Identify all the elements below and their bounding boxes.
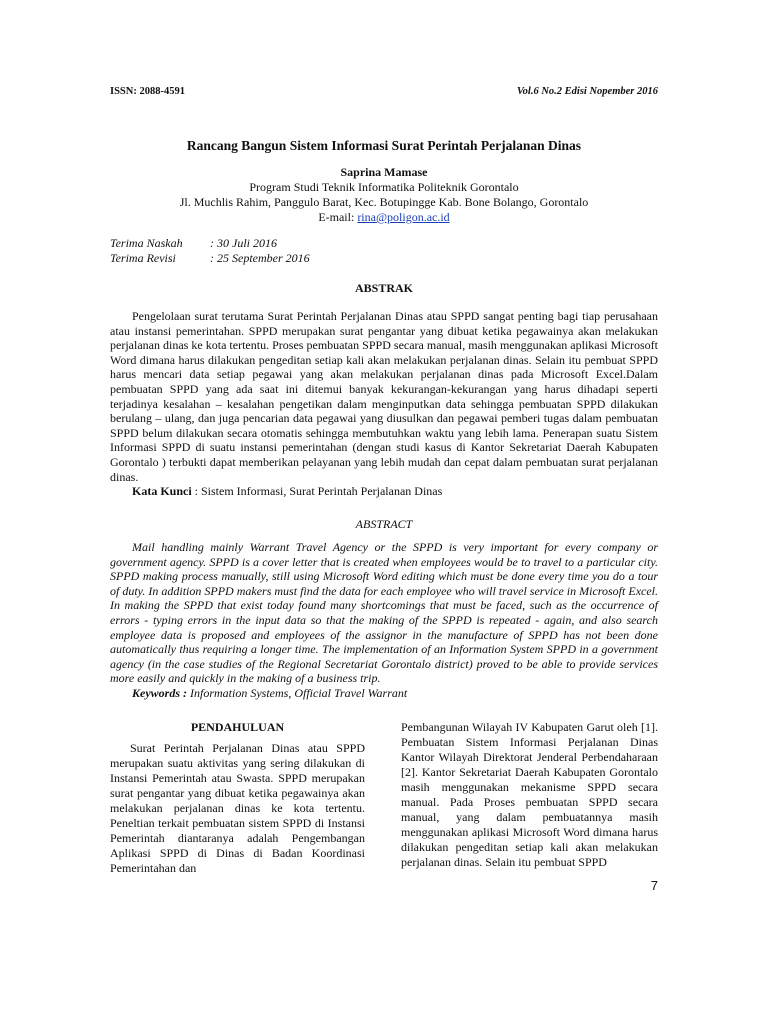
intro-left-text: Surat Perintah Perjalanan Dinas atau SPPD merupakan suatu aktivitas yang sering dilakukan di Instansi Pemerintah atau Swasta. SPPD merupakan surat pengantar yang dibuat ketika pegawainya akan melakukan perjalanan dinas ke kota tertentu. Peneltian terkait pembuatan sistem SPPD di Instansi Pemerintah diantaranya adalah Pengembangan Aplikasi SPPD di Dinas di Badan Koordinasi Pemerintahan dan	[110, 741, 365, 875]
revised-value: : 25 September 2016	[210, 251, 310, 265]
abstrak-section	[110, 309, 658, 499]
intro-left-column	[110, 720, 365, 876]
abstract-heading: ABSTRACT	[355, 517, 413, 531]
abstract-section	[110, 540, 658, 701]
abstrak-keywords-text: : Sistem Informasi, Surat Perintah Perjalanan Dinas	[191, 484, 443, 499]
author-department: Program Studi Teknik Informatika Politeknik Gorontalo	[249, 180, 519, 194]
received-label: Terima Naskah	[110, 236, 183, 250]
abstrak-keywords	[110, 484, 658, 499]
intro-right-text: Pembangunan Wilayah IV Kabupaten Garut oleh [1]. Pembuatan Sistem Informasi Perjalanan Dinas Kantor Wilayah Direktorat Jenderal Perbendaharaan [2]. Kantor Sekretariat Daerah Kabupaten Gorontalo masih menggunakan mekanisme SPPD secara manual. Pada Proses pembuatan SPPD secara manual, yang dalam pembuatannya masih menggunakan aplikasi Microsoft Word dimana harus dilakukan pengeditan setiap kali akan melakukan perjalanan dinas. Selain itu pembuat SPPD	[401, 720, 658, 869]
abstract-keywords-text: Information Systems, Official Travel Warrant	[187, 685, 408, 700]
revised-date-row	[110, 251, 310, 266]
intro-right-column	[401, 720, 658, 870]
author-address: Jl. Muchlis Rahim, Panggulo Barat, Kec. Botupingge Kab. Bone Bolango, Gorontalo	[179, 195, 589, 209]
received-value: : 30 Juli 2016	[210, 236, 277, 250]
abstrak-body: Pengelolaan surat terutama Surat Perintah Perjalanan Dinas atau SPPD sangat penting bagi tiap perusahaan atau instansi pemerintahan. SPPD merupakan surat pengantar yang dibuat ketika pegawainya akan melakukan perjalanan dinas ke kota tertentu. Proses pembuatan SPPD secara manual, masih menggunakan aplikasi Microsoft Word dimana harus dilakukan pengeditan setiap kali akan melakukan perjalanan dinas. Selain itu pembuat SPPD harus mencari data setiap pegawai yang akan melakukan perjalanan dinas pada Microsoft Excel.Dalam pembuatan SPPD yang ada saat ini ditemui banyak kekurangan-kekurangan yang harus dihadapi seperti terjadinya kesalahan – kesalahan pengetikan dalam menginputkan data sehingga pembuatan SPPD dilakukan berulang – ulang, dan juga pencarian data pegawai yang diusulkan dan pegawai pemberi tugas dalam pembuatan SPPD belum dilakukan secara otomatis sehingga membutuhkan waktu yang lebih lama. Penerapan suatu Sistem Informasi SPPD di suatu instansi pemerintahan (dengan studi kasus di Kantor Sekretariat Daerah Kabupaten Gorontalo ) terbukti dapat memberikan pelayanan yang lebih mudah dan cepat dalam pembuatan surat perjalanan dinas.	[110, 309, 658, 484]
abstrak-keywords-label: Kata Kunci	[132, 484, 192, 499]
abstract-keywords	[110, 686, 658, 701]
paper-title: Rancang Bangun Sistem Informasi Surat Perintah Perjalanan Dinas	[186, 138, 582, 153]
intro-heading: PENDAHULUAN	[190, 720, 285, 734]
revised-label: Terima Revisi	[110, 251, 176, 265]
author-name: Saprina Mamase	[340, 165, 428, 179]
email-label: E-mail:	[318, 210, 358, 224]
abstract-keywords-label: Keywords :	[132, 685, 187, 700]
volume-header: Vol.6 No.2 Edisi Nopember 2016	[516, 86, 658, 97]
author-email-line	[0, 210, 768, 225]
page-number: 7	[650, 878, 658, 893]
abstract-body: Mail handling mainly Warrant Travel Agency or the SPPD is very important for every company or government agency. SPPD is a cover letter that is created when employees would be to travel to a particular city. SPPD making process manually, still using Microsoft Word editing which must be done every time you do a tour of duty. In addition SPPD makers must find the data for each employee who will travel service in Microsoft Excel. In making the SPPD that exist today found many shortcomings that must be faced, such as the occurrence of errors - typing errors in the input data so that the making of the SPPD is repeated - again, and also search employee data is proposed and employees of the assignor in the manufacture of SPPD has not been done automatically thus requiring a longer time. The implementation of an Information System SPPD in a government agency (in the case studies of the Regional Secretariat Gorontalo district) proved to be able to provide services more easily and quickly in the making of a business trip.	[110, 540, 658, 686]
submission-dates	[110, 236, 310, 266]
issn-header: ISSN: 2088-4591	[110, 86, 185, 97]
email-link[interactable]: rina@poligon.ac.id	[357, 210, 450, 224]
received-date-row	[110, 236, 310, 251]
author-block	[0, 165, 768, 225]
abstrak-heading: ABSTRAK	[354, 281, 413, 295]
